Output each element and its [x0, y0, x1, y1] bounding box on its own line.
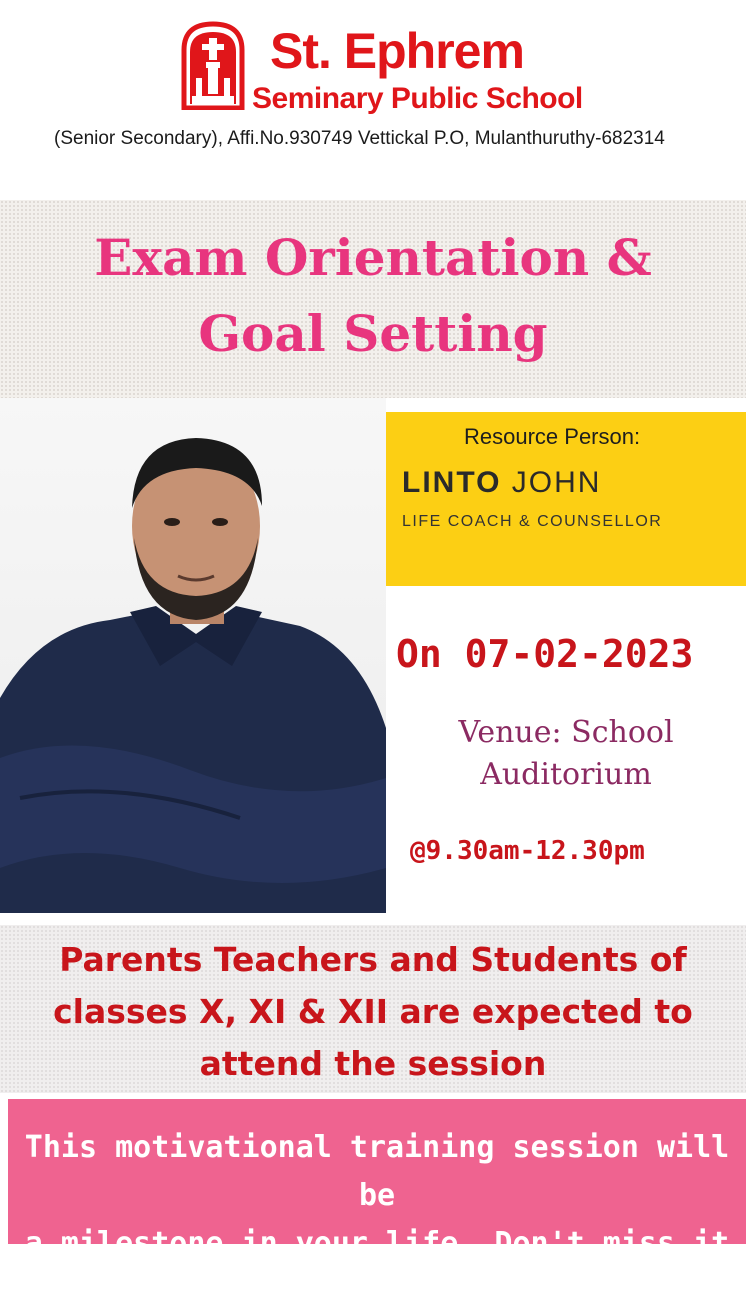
event-time: @9.30am-12.30pm [410, 836, 645, 866]
event-title-line1: Exam Orientation & [94, 228, 652, 287]
notice-line3: attend the session [199, 1044, 547, 1083]
resource-label: Resource Person: [464, 424, 641, 449]
event-title [0, 220, 746, 372]
resource-last-name: JOHN [511, 466, 602, 499]
notice-line2: classes X, XI & XII are expected to [53, 992, 693, 1031]
school-subtitle: Seminary Public School [252, 82, 583, 115]
event-venue [386, 712, 746, 796]
venue-line1: Venue: School [458, 715, 674, 750]
resource-person-name [402, 466, 601, 500]
event-title-line2: Goal Setting [198, 304, 548, 363]
school-name: St. Ephrem [270, 23, 524, 79]
event-date: On 07-02-2023 [396, 632, 694, 676]
notice-line1: Parents Teachers and Students of [59, 940, 687, 979]
resource-first-name: LINTO [402, 466, 502, 499]
motivation-line2: a milestone in your life. Don't miss it !! [24, 1226, 730, 1309]
resource-person-role: LIFE COACH & COUNSELLOR [402, 513, 663, 530]
motivation-text [8, 1124, 746, 1316]
affiliation-text: (Senior Secondary), Affi.No.930749 Vettickal P.O, Mulanthuruthy-682314 [54, 128, 665, 149]
motivation-line1: This motivational training session will be [24, 1130, 730, 1213]
school-crest-icon [178, 20, 248, 110]
notice-text [0, 934, 746, 1090]
venue-line2: Auditorium [480, 757, 652, 792]
resource-person-photo [0, 398, 386, 913]
